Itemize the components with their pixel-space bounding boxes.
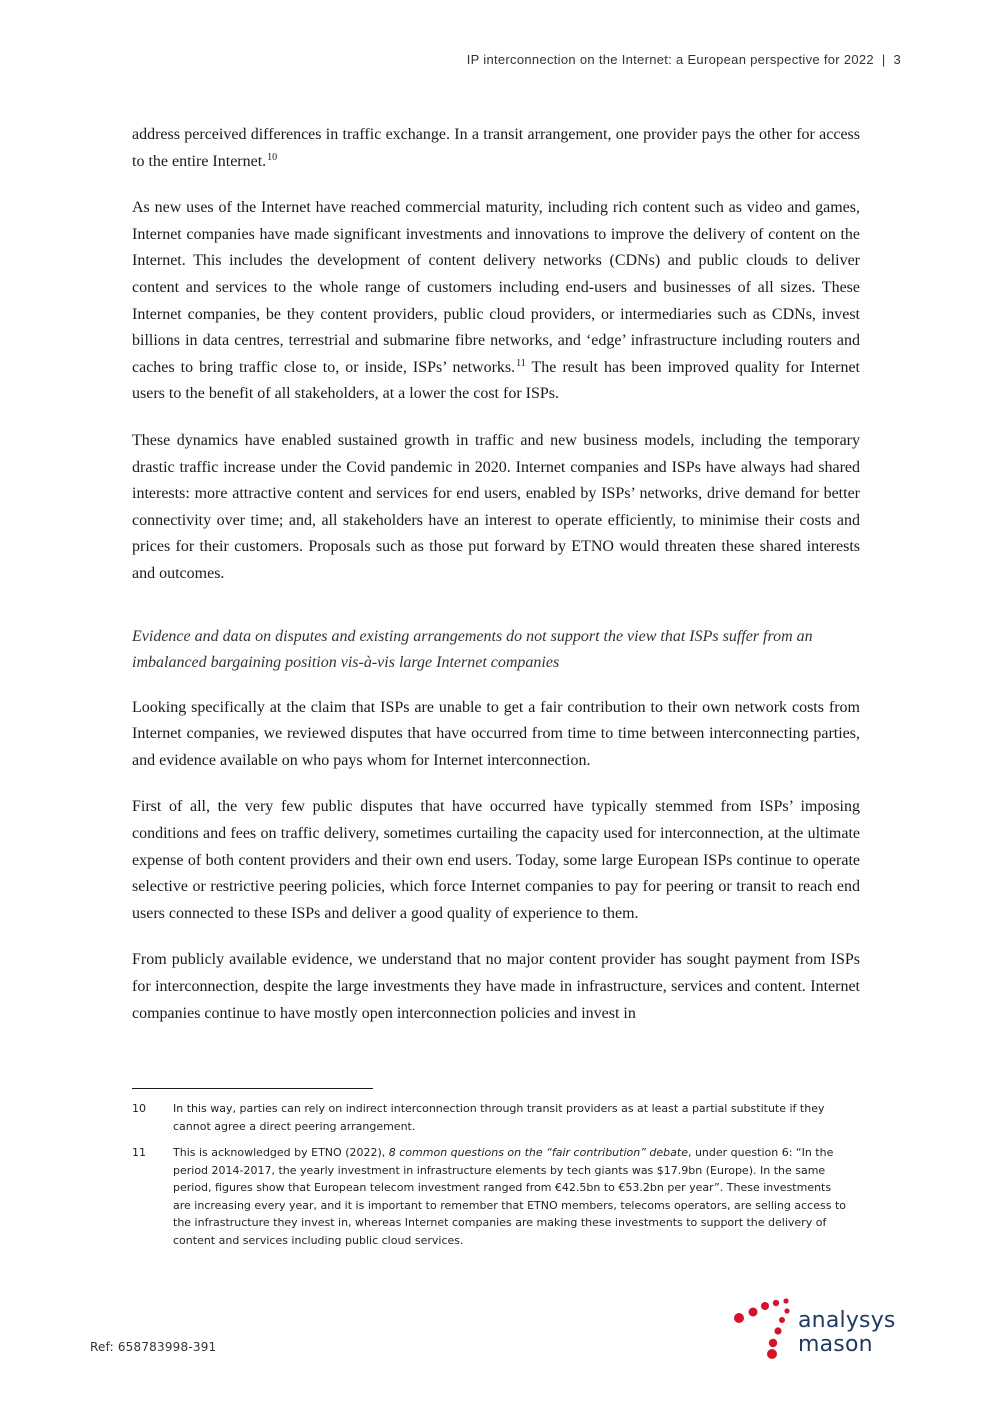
main-body (132, 122, 860, 1047)
paragraph-4: Looking specifically at the claim that ISPs are unable to get a fair contribution to their own network costs from Internet companies, we reviewed disputes that have occurred from time to time between interconnecting parties, and evidence available on who pays whom for Internet interconnection. (132, 698, 860, 769)
page-header (467, 52, 901, 67)
footnote-ref-11[interactable]: 11 (516, 357, 526, 369)
footnote-number: 11 (132, 1146, 146, 1159)
paragraph-1 (132, 122, 860, 175)
page-number: 3 (893, 52, 901, 67)
footnote-text-a: This is acknowledged by ETNO (2022), (173, 1146, 389, 1159)
section-subheading: Evidence and data on disputes and existing arrangements do not support the view that ISPs suffer from an imbalanced bargaining position vis-à-vis large Internet companies (132, 627, 813, 672)
paragraph-1-text: address perceived differences in traffic exchange. In a transit arrangement, one provider pays the other for access to the entire Internet. (132, 126, 860, 170)
footnote-10 (132, 1100, 852, 1135)
footnote-number: 10 (132, 1102, 146, 1115)
logo-word-mason: mason (798, 1332, 873, 1357)
footnote-text (173, 1144, 852, 1249)
paragraph-2-text-a: As new uses of the Internet have reached commercial maturity, including rich content such as video and games, Internet companies have made significant investments and innovations to improve the delivery of content on the Internet. This includes the development of content delivery networks (CDNs) and public clouds to deliver content and services to the whole range of customers including end-users and businesses of all sizes. These Internet companies, be they content providers, public cloud providers, or intermediaries such as CDNs, invest billions in data centres, terrestrial and submarine fibre networks, and ‘edge’ infrastructure including routers and caches to bring traffic close to, or inside, ISPs’ networks. (132, 199, 860, 376)
document-reference: Ref: 658783998-391 (90, 1340, 217, 1354)
header-separator: | (881, 52, 886, 67)
footnote-text: In this way, parties can rely on indirect interconnection through transit providers as at least a partial substitute if they cannot agree a direct peering arrangement. (173, 1102, 825, 1133)
footnote-divider (132, 1088, 373, 1089)
header-title: IP interconnection on the Internet: a European perspective for 2022 (466, 52, 874, 67)
paragraph-2 (132, 195, 860, 408)
footnotes (132, 1100, 852, 1258)
paragraph-2-text-b: The result has been improved quality for Internet users to the benefit of all stakeholders, at a lower the cost for ISPs. (132, 358, 861, 403)
footnote-cited-title: 8 common questions on the “fair contribution” debate (388, 1146, 688, 1159)
paragraph-3: These dynamics have enabled sustained growth in traffic and new business models, including the temporary drastic traffic increase under the Covid pandemic in 2020. Internet companies and ISPs have always had shared interests: more attractive content and services for end users, enabled by ISPs’ networks, drive demand for better connectivity over time; and, all stakeholders have an interest to operate efficiently, to minimise their costs and prices for their customers. Proposals such as those put forward by ETNO would threaten these shared interests and outcomes. (132, 431, 860, 582)
footnote-ref-10[interactable]: 10 (267, 151, 278, 163)
paragraph-5: First of all, the very few public disputes that have occurred have typically stemmed from ISPs’ imposing conditions and fees on traffic delivery, sometimes curtailing the capacity used for interconnection, at the ultimate expense of both content providers and their own end users. Today, some large European ISPs continue to operate selective or restrictive peering policies, which force Internet companies to pay for peering or transit to reach end users connected to these ISPs and deliver a good quality of experience to them. (132, 798, 860, 922)
logo-dots-icon (732, 1296, 796, 1362)
footnote-text-b: , under question 6: “In the period 2014-2017, the yearly investment in infrastructure elements by tech giants was $17.9bn (Europe). In the same period, figures show that European telecom investment ranged from €42.5bn to €53.2bn per year”. These investments are increasing every year, and it is important to remember that ETNO members, telecoms operators, are selling access to the infrastructure they invest in, whereas Internet companies are making these investments to support the delivery of content and services including public cloud services. (173, 1146, 846, 1247)
logo-word-analysys: analysys (798, 1308, 896, 1333)
footnote-11 (132, 1144, 852, 1249)
analysys-mason-logo (732, 1296, 917, 1362)
paragraph-6: From publicly available evidence, we understand that no major content provider has sought payment from ISPs for interconnection, despite the large investments they have made in infrastructure, services and content. Internet companies continue to have mostly open interconnection policies and invest in (132, 951, 860, 1022)
